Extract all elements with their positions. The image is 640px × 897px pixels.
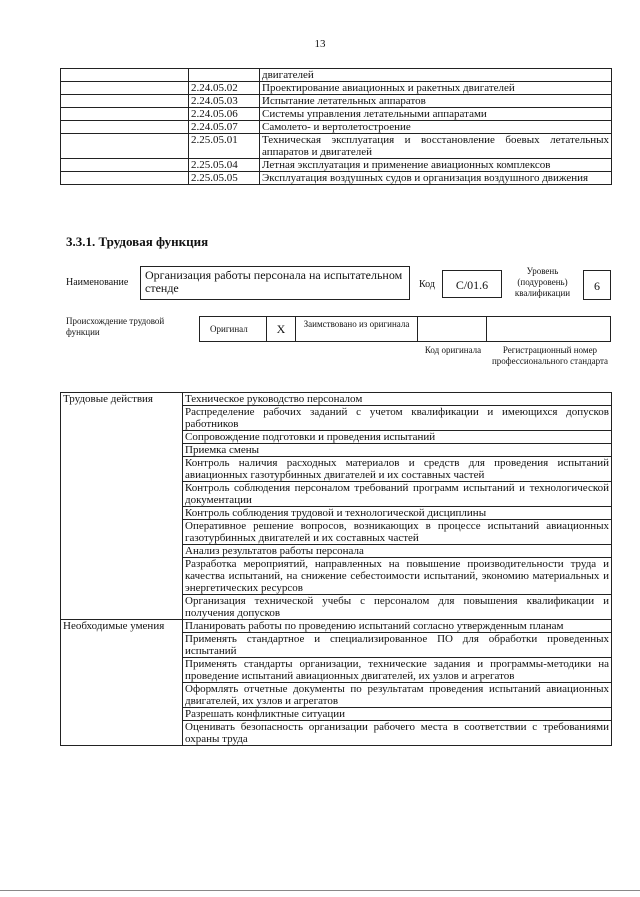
spec-code bbox=[189, 69, 260, 82]
qualification-level-label: Уровень (подуровень) квалификации bbox=[514, 266, 571, 298]
skill: Оформлять отчетные документы по результатам проведения испытаний авиационных двигателей, их узлов и агрегатов bbox=[183, 683, 612, 708]
spec-row bbox=[61, 108, 612, 121]
labor-action: Техническое руководство персоналом bbox=[183, 393, 612, 406]
skill: Оценивать безопасность организации рабочего места в соответствии с требованиями охраны труда bbox=[183, 721, 612, 746]
spec-row bbox=[61, 134, 612, 159]
skill: Применять стандарты организации, технические задания и программы-методики на проведение испытаний авиационных двигателей, их узлов и агрегатов bbox=[183, 658, 612, 683]
name-label: Наименование bbox=[66, 277, 129, 288]
qualification-level: 6 bbox=[583, 270, 611, 300]
spec-empty-cell bbox=[61, 82, 189, 95]
page-number: 13 bbox=[314, 38, 326, 50]
spec-title: двигателей bbox=[260, 69, 612, 82]
spec-row bbox=[61, 69, 612, 82]
code-label: Код bbox=[419, 279, 435, 290]
original-code-label: Код оригинала bbox=[424, 345, 482, 355]
spec-title: Эксплуатация воздушных судов и организация воздушного движения bbox=[260, 172, 612, 185]
labor-action: Разработка мероприятий, направленных на повышение производительности труда и качества испытаний, на снижение себестоимости испытаний, экономию материальных и энергетических ресурсов bbox=[183, 558, 612, 595]
spec-empty-cell bbox=[61, 172, 189, 185]
borrowed-cell: Заимствовано из оригинала bbox=[295, 316, 418, 342]
spec-code: 2.24.05.02 bbox=[189, 82, 260, 95]
spec-code: 2.25.05.01 bbox=[189, 134, 260, 159]
labor-action-row bbox=[61, 393, 612, 406]
labor-action: Контроль соблюдения трудовой и технологической дисциплины bbox=[183, 507, 612, 520]
spec-title: Системы управления летательными аппаратами bbox=[260, 108, 612, 121]
skill: Планировать работы по проведению испытаний согласно утвержденным планам bbox=[183, 620, 612, 633]
registration-number-label: Регистрационный номер профессионального стандарта bbox=[491, 345, 609, 366]
specialty-table bbox=[60, 68, 612, 185]
origin-label: Происхождение трудовой функции bbox=[66, 316, 165, 337]
labor-action: Контроль соблюдения персоналом требований программ испытаний и технологической документации bbox=[183, 482, 612, 507]
spec-title: Проектирование авиационных и ракетных двигателей bbox=[260, 82, 612, 95]
spec-row bbox=[61, 121, 612, 134]
spec-code: 2.24.05.03 bbox=[189, 95, 260, 108]
original-code-cell bbox=[417, 316, 487, 342]
spec-title: Самолето- и вертолетостроение bbox=[260, 121, 612, 134]
labor-action: Сопровождение подготовки и проведения испытаний bbox=[183, 431, 612, 444]
skill-row bbox=[61, 620, 612, 633]
original-mark: X bbox=[266, 316, 296, 342]
spec-code: 2.25.05.05 bbox=[189, 172, 260, 185]
spec-empty-cell bbox=[61, 108, 189, 121]
spec-title: Летная эксплуатация и применение авиационных комплексов bbox=[260, 159, 612, 172]
original-cell: Оригинал bbox=[199, 316, 267, 342]
spec-row bbox=[61, 172, 612, 185]
labor-action: Организация технической учебы с персоналом для повышения квалификации и получения допусков bbox=[183, 595, 612, 620]
skill: Применять стандартное и специализированное ПО для обработки проведенных испытаний bbox=[183, 633, 612, 658]
labor-action: Контроль наличия расходных материалов и средств для проведения испытаний авиационных газотурбинных двигателей и их составных частей bbox=[183, 457, 612, 482]
spec-row bbox=[61, 82, 612, 95]
labor-action: Распределение рабочих заданий с учетом квалификации и имеющихся допусков работников bbox=[183, 406, 612, 431]
skills-label: Необходимые умения bbox=[61, 620, 183, 746]
spec-empty-cell bbox=[61, 69, 189, 82]
function-table bbox=[60, 392, 612, 746]
spec-title: Техническая эксплуатация и восстановление боевых летательных аппаратов и двигателей bbox=[260, 134, 612, 159]
spec-row bbox=[61, 95, 612, 108]
spec-empty-cell bbox=[61, 134, 189, 159]
spec-code: 2.25.05.04 bbox=[189, 159, 260, 172]
registration-number-cell bbox=[486, 316, 611, 342]
function-code: С/01.6 bbox=[442, 270, 502, 298]
labor-action: Приемка смены bbox=[183, 444, 612, 457]
section-title: 3.3.1. Трудовая функция bbox=[66, 234, 209, 249]
skill: Разрешать конфликтные ситуации bbox=[183, 708, 612, 721]
spec-title: Испытание летательных аппаратов bbox=[260, 95, 612, 108]
labor-action: Анализ результатов работы персонала bbox=[183, 545, 612, 558]
labor-action: Оперативное решение вопросов, возникающих в процессе испытаний авиационных газотурбинных двигателей и их составных частей bbox=[183, 520, 612, 545]
spec-row bbox=[61, 159, 612, 172]
spec-code: 2.24.05.06 bbox=[189, 108, 260, 121]
spec-empty-cell bbox=[61, 121, 189, 134]
function-name: Организация работы персонала на испытательном стенде bbox=[140, 266, 410, 300]
spec-empty-cell bbox=[61, 95, 189, 108]
spec-code: 2.24.05.07 bbox=[189, 121, 260, 134]
labor-actions-label: Трудовые действия bbox=[61, 393, 183, 620]
page-bottom-rule bbox=[0, 890, 640, 891]
spec-empty-cell bbox=[61, 159, 189, 172]
